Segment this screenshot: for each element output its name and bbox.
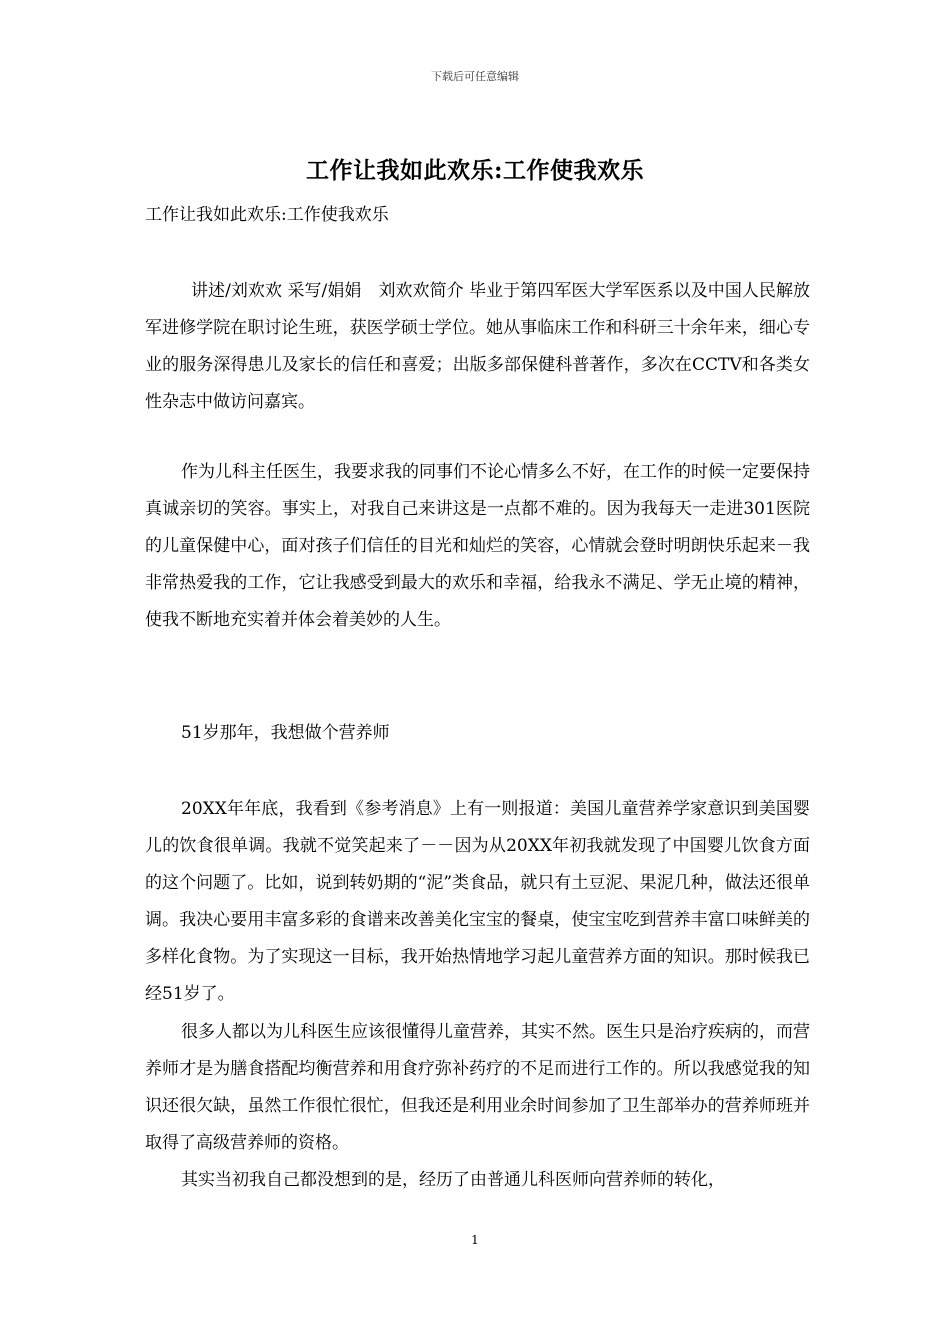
paragraph-transition: 其实当初我自己都没想到的是，经历了由普通儿科医师向营养师的转化， — [181, 1170, 725, 1190]
page-number: 1 — [471, 1233, 479, 1247]
header-note: 下载后可任意编辑 — [431, 70, 519, 83]
paragraph-nutritionist-training: 很多人都以为儿科医生应该很懂得儿童营养，其实不然。医生只是治疗疾病的，而营养师才是为膳食搭配均衡营养和用食疗弥补药疗的不足而进行工作的。所以我感觉我的知识还很欠缺，虽然工作很忙很忙，但我还是利用业余时间参加了卫生部举办的营养师班并取得了高级营养师的资格。 — [145, 1022, 810, 1153]
paragraph-work-attitude: 作为儿科主任医生，我要求我的同事们不论心情多么不好，在工作的时候一定要保持真诚亲切的笑容。事实上，对我自己来讲这是一点都不难的。因为我每天一走进301医院的儿童保健中心，面对孩子们信任的目光和灿烂的笑容，心情就会登时明朗快乐起来－我非常热爱我的工作，它让我感受到最大的欢乐和幸福，给我永不满足、学无止境的精神，使我不断地充实着并体会着美妙的人生。 — [145, 462, 810, 630]
paragraph-nutrition-report: 20XX年年底，我看到《参考消息》上有一则报道：美国儿童营养学家意识到美国婴儿的饮食很单调。我就不觉笑起来了－－因为从20XX年初我就发现了中国婴儿饮食方面的这个问题了。比如，说到转奶期的“泥”类食品，就只有土豆泥、果泥几种，做法还很单调。我决心要用丰富多彩的食谱来改善美化宝宝的餐桌，使宝宝吃到营养丰富口味鲜美的多样化食物。为了实现这一目标，我开始热情地学习起儿童营养方面的知识。那时候我已经51岁了。 — [145, 799, 810, 1004]
document-subtitle: 工作让我如此欢乐:工作使我欢乐 — [145, 205, 389, 225]
paragraph-author-intro: 讲述/刘欢欢 采写/娟娟 刘欢欢简介 毕业于第四军医大学军医系以及中国人民解放军进修学院在职讨论生班，获医学硕士学位。她从事临床工作和科研三十余年来，细心专业的服务深得患儿及家长的信任和喜爱；出版多部保健科普著作，多次在CCTV和各类女性杂志中做访问嘉宾。 — [145, 281, 810, 412]
section-heading: 51岁那年，我想做个营养师 — [181, 723, 390, 743]
document-title: 工作让我如此欢乐:工作使我欢乐 — [306, 157, 644, 184]
